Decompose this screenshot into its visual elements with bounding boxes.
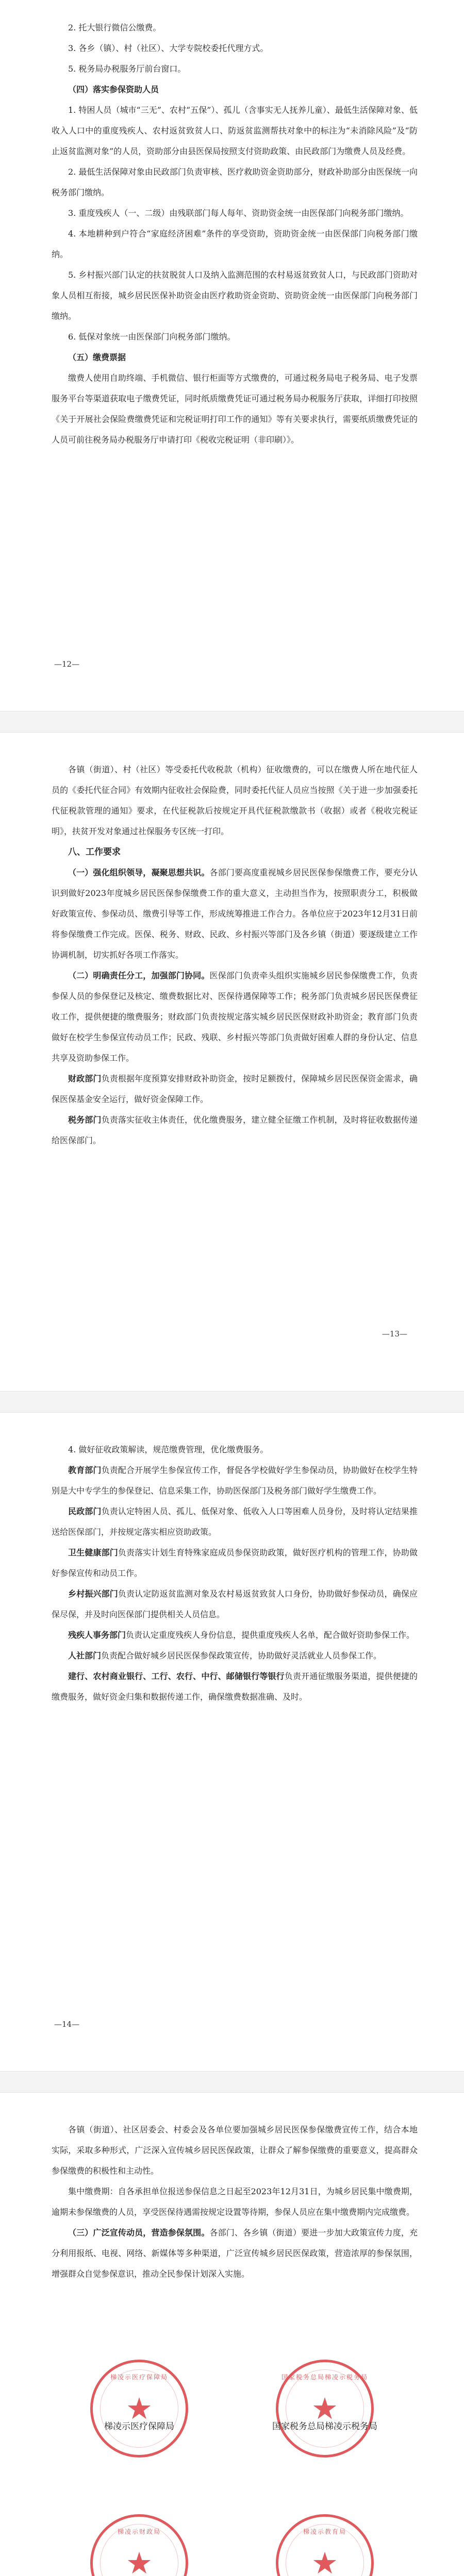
paragraph bbox=[52, 1625, 418, 1646]
paragraph-lead: 人社部门 bbox=[68, 1651, 102, 1660]
seal-name: 国家税务总局梯凌示税务局 bbox=[272, 2421, 377, 2432]
paragraph bbox=[52, 1069, 418, 1110]
seal-block bbox=[242, 2360, 407, 2478]
paragraph: 5. 乡村振兴部门认定的扶贫脱贫人口及纳入监测范围的农村易返贫致贫人口，与民政部门资助对象人员相互衔接，城乡居民医保补助资金由医疗救助资金资助、资助资金统一由医保部门向税务部门缴纳。 bbox=[52, 270, 418, 321]
page-number: —13— bbox=[382, 1329, 407, 1338]
paragraph: 3. 各乡（镇）、村（社区）、大学专院校委托代理方式。 bbox=[68, 43, 269, 53]
paragraph: 1. 特困人员（城市“三无”、农村“五保”）、孤儿（含事实无人抚养儿童）、最低生活保障对象、低收入人口中的重度残疾人、农村返贫致贫人口、防返贫监测帮扶对象中的标注为“未消除风险”及“防止返贫监测对象”的人员，资助部分由县医保局按照支付资助政策、由民政部门为缴费人员及经费。 bbox=[52, 105, 418, 156]
page-12 bbox=[0, 0, 464, 450]
paragraph-text: 各部门、各乡镇（街道）要进一步加大政策宣传力度，充分利用报纸、电视、网络、新媒体等多种渠道，广泛宣传城乡居民医保政策，营造浓厚的参保氛围，增强群众自觉参保意识，推动全民参保计划深入实施。 bbox=[52, 2228, 418, 2279]
paragraph-lead: 民政部门 bbox=[68, 1506, 102, 1516]
paragraph-text: 负责配合开展学生参保宣传工作，督促各学校做好学生参保动员，协助做好在校学生特别是大中专学生的参保登记、信息采集工作，协助医保部门及税务部门做好学生缴费工作。 bbox=[52, 1465, 418, 1496]
paragraph-text: 负责落实征收主体责任，优化缴费服务，建立健全征缴工作机制，及时将征收数据传递给医保部门。 bbox=[52, 1115, 418, 1145]
page-14 bbox=[0, 1422, 464, 1707]
star-icon: ★ bbox=[126, 2546, 153, 2576]
paragraph: 6. 低保对象统一由医保部门向税务部门缴纳。 bbox=[68, 332, 236, 342]
section-heading: （四）落实参保资助人员 bbox=[68, 84, 159, 94]
star-icon: ★ bbox=[311, 2391, 338, 2426]
paragraph-lead: 税务部门 bbox=[68, 1115, 102, 1125]
seal-block bbox=[242, 2514, 407, 2576]
paragraph-lead: 教育部门 bbox=[68, 1465, 102, 1475]
official-seal bbox=[276, 2514, 374, 2576]
paragraph-lead: 财政部门 bbox=[68, 1074, 102, 1083]
paragraph-text: 负责认定重度残疾人身份信息，提供重度残疾人名单，配合做好资助参保工作。 bbox=[126, 1630, 415, 1640]
paragraph-text: 各部门要高度重视城乡居民医保参保缴费工作，要充分认识到做好2023年度城乡居民医保参保缴费工作的重大意义，主动担当作为，按照职责分工，积极做好政策宣传、参保动员、缴费引导等工作，形成统筹推进工作合力。各单位应于2023年12月31日前将参保缴费工作完成。医保、税务、财政、民政、乡村振兴等部门及各乡镇（街道）要逐级建立工作协调机制，切实抓好各项工作落实。 bbox=[52, 868, 418, 960]
paragraph-lead: 卫生健康部门 bbox=[68, 1548, 118, 1557]
paragraph-text: 负责认定特困人员、孤儿、低保对象、低收入人口等困难人员身份，及时将认定结果推送给医保部门，并按规定落实相应资助政策。 bbox=[52, 1506, 418, 1537]
star-icon: ★ bbox=[126, 2391, 153, 2426]
paragraph bbox=[52, 1584, 418, 1625]
paragraph bbox=[52, 2223, 418, 2284]
seal-ring-text: 梯凌示医疗保障局 bbox=[110, 2374, 168, 2381]
paragraph: 2. 最低生活保障对象由民政部门负责审核、医疗救助资金资助部分，财政补助部分由医保统一向税务部门缴纳。 bbox=[52, 167, 418, 197]
paragraph-lead: 残疾人事务部门 bbox=[68, 1630, 126, 1640]
seal-ring-text: 梯凌示教育局 bbox=[303, 2528, 346, 2535]
paragraph-text: 负责落实计划生育特殊家庭成员参保资助政策，做好医疗机构的管理工作，协助做好参保宣传和动员工作。 bbox=[52, 1548, 418, 1578]
section-heading: 八、工作要求 bbox=[68, 847, 121, 857]
paragraph: 3. 重度残疾人（一、二级）由残联部门每人每年、资助资金统一由医保部门向税务部门缴纳。 bbox=[68, 208, 409, 218]
official-seal bbox=[276, 2360, 374, 2458]
star-icon: ★ bbox=[311, 2546, 338, 2576]
paragraph-lead: （一）强化组织领导，凝聚思想共识。 bbox=[68, 868, 210, 877]
seal-block bbox=[57, 2514, 222, 2576]
seal-ring-text: 国家税务总局梯凌示税务局 bbox=[281, 2374, 368, 2381]
page-number: —14— bbox=[54, 2020, 80, 2029]
paragraph-lead: （三）广泛宣传动员，营造参保氛围。 bbox=[68, 2228, 210, 2238]
page-13 bbox=[0, 742, 464, 1151]
paragraph-lead: （二）明确责任分工，加强部门协同。 bbox=[68, 971, 210, 980]
paragraph: 缴费人使用自助终端、手机微信、银行柜面等方式缴费的，可通过税务局电子税务局、电子发票服务平台等渠道获取电子缴费凭证，同时纸质缴费凭证可通过税务局办税服务厅获取，详细打印按照《关于开展社会保险费缴费凭证和完税证明打印工作的通知》等有关要求执行，需要纸质缴费凭证的人员可前往税务局办税服务厅申请打印《税收完税证明（非印刷）》。 bbox=[52, 373, 418, 445]
paragraph-text: 医保部门负责牵头组织实施城乡居民参保缴费工作，负责参保人员的参保登记及核定、缴费数据比对、医保待遇保障等工作；税务部门负责城乡居民医保费征收工作，提供便捷的缴费服务；财政部门负责按规定落实城乡居民医保财政补助资金；教育部门负责做好在校学生参保宣传动员工作；民政、残联、乡村振兴等部门负责做好困难人群的身份认定、信息共享及资助参保工作。 bbox=[52, 971, 418, 1063]
paragraph-text: 负责开通征缴服务渠道，提供便捷的缴费服务，做好资金归集和数据传递工作，确保缴费数据准确、及时。 bbox=[52, 1671, 418, 1702]
paragraph: 4. 本地耕种到户符合“家庭经济困难”条件的享受资助，资助资金统一由医保部门向税务部门缴纳。 bbox=[52, 229, 418, 259]
paragraph bbox=[52, 1439, 418, 1460]
page-15 bbox=[0, 2102, 464, 2284]
paragraph bbox=[52, 1543, 418, 1584]
paragraph bbox=[52, 1501, 418, 1543]
page-divider bbox=[0, 1391, 464, 1413]
paragraph: 各镇（街道）、村（社区）等受委托代收税款（机构）征收缴费的，可以在缴费人所在地代征人员的《委托代征合同》有效期内征收社会保险费，同时委托代征人员应当按照《关于进一步加强委托代征税款管理的通知》要求，在代征税款后按规定开具代征税款缴款书（收据）或者《税收完税证明》，扶贫开发对象通过社保服务专区统一打印。 bbox=[52, 765, 418, 836]
page-number: —12— bbox=[54, 659, 80, 669]
official-seal bbox=[90, 2514, 188, 2576]
paragraph bbox=[52, 862, 418, 965]
paragraph bbox=[52, 1110, 418, 1151]
paragraph: 集中缴费期：自各承担单位报送参保信息之日起至2023年12月31日，为城乡居民集中缴费期，逾期未参保缴费的人员，享受医保待遇需按规定设置等待期，参保人员应在集中缴费期内完成缴费。 bbox=[52, 2187, 418, 2217]
paragraph-text: 负责配合做好城乡居民医保参保政策宣传，协助做好灵活就业人员参保工作。 bbox=[101, 1651, 382, 1660]
seal-block bbox=[57, 2360, 222, 2478]
paragraph-text: 负责根据年度预算安排财政补助资金，按时足额拨付，保障城乡居民医保资金需求，确保医保基金安全运行，做好资金保障工作。 bbox=[52, 1074, 418, 1104]
paragraph: 2. 托大银行微信公缴费。 bbox=[68, 23, 161, 32]
official-seal bbox=[90, 2360, 188, 2458]
section-heading: （五）缴费票据 bbox=[68, 352, 126, 362]
page-divider bbox=[0, 2071, 464, 2093]
paragraph: 各镇（街道）、社区居委会、村委会及各单位要加强城乡居民医保参保缴费宣传工作，结合本地实际，采取多种形式，广泛深入宣传城乡居民医保政策，让群众了解参保缴费的重要意义，提高群众参保缴费的积极性和主动性。 bbox=[52, 2125, 418, 2176]
paragraph-lead: 建行、农村商业银行、工行、农行、中行、邮储银行等银行 bbox=[68, 1671, 285, 1681]
paragraph bbox=[52, 965, 418, 1069]
paragraph bbox=[52, 1666, 418, 1707]
page-divider bbox=[0, 711, 464, 733]
paragraph bbox=[52, 1646, 418, 1666]
seal-name: 梯凌示医疗保障局 bbox=[104, 2421, 174, 2432]
paragraph-lead: 乡村振兴部门 bbox=[68, 1589, 118, 1599]
paragraph-text: 4. 做好征收政策解读，规范缴费管理，优化缴费服务。 bbox=[68, 1445, 269, 1454]
paragraph: 5. 税务局办税服务厅前台窗口。 bbox=[68, 64, 186, 74]
paragraph-text: 负责认定防返贫监测对象及农村易返贫致贫人口身份，协助做好参保动员，确保应保尽保，并及时向医保部门提供相关人员信息。 bbox=[52, 1589, 418, 1619]
paragraph bbox=[52, 1460, 418, 1501]
seal-ring-text: 梯凌示财政局 bbox=[117, 2528, 161, 2535]
